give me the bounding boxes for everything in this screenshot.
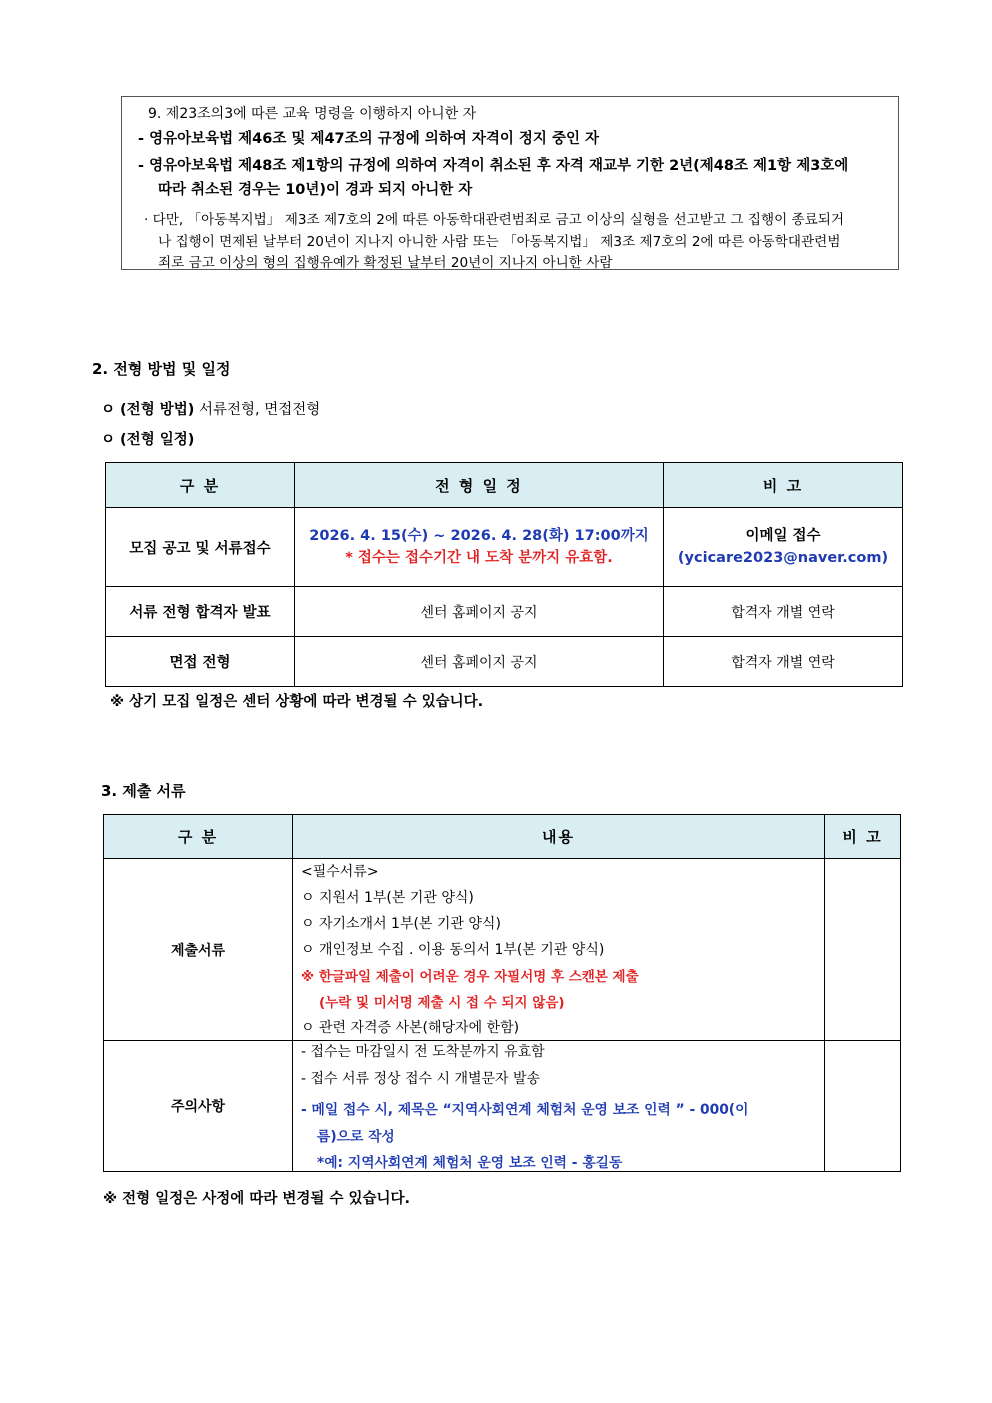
table-row <box>104 859 901 1041</box>
row-label: 서류 전형 합격자 발표 <box>106 587 295 637</box>
section3-title: 3. 제출 서류 <box>101 782 186 800</box>
table-header-row <box>106 463 903 508</box>
application-note: * 접수는 접수기간 내 도착 분까지 유효함. <box>345 550 613 566</box>
disqualification-revoked: - 영유아보육법 제48조 제1항의 규정에 의하여 자격이 취소된 후 자격 재교부 기한 2년(제48조 제1항 제3호에 <box>138 158 849 174</box>
proviso-line-3: 죄로 금고 이상의 형의 집행유예가 확정된 날부터 20년이 지나지 아니한 사람 <box>158 255 613 271</box>
application-method <box>664 508 903 587</box>
selection-method-label: ㅇ (전형 방법) <box>101 402 195 418</box>
proviso-line-2: 나 집행이 면제된 날부터 20년이 지나지 아니한 사람 또는 「아동복지법」 제3조 제7호의 2에 따른 아동학대관련범 <box>158 234 841 250</box>
email-label: 이메일 접수 <box>745 528 821 544</box>
header-remarks: 비 고 <box>664 463 903 508</box>
selection-schedule-label: ㅇ (전형 일정) <box>101 432 195 448</box>
table-row <box>104 1041 901 1172</box>
schedule-table <box>105 462 903 687</box>
selection-method-value: 서류전형, 면접전형 <box>199 402 321 418</box>
selection-method <box>101 398 320 419</box>
disqualification-item-9: 9. 제23조의3에 따른 교육 명령을 이행하지 아니한 자 <box>148 106 477 122</box>
row-schedule: 센터 홈페이지 공지 <box>295 587 664 637</box>
list-item: (누락 및 미서명 제출 시 접 수 되지 않음) <box>319 995 565 1011</box>
schedule-note: ※ 상기 모집 일정은 센터 상황에 따라 변경될 수 있습니다. <box>110 694 484 710</box>
header-content: 내용 <box>293 815 825 859</box>
row-label: 제출서류 <box>104 859 293 1041</box>
list-item: ※ 한글파일 제출이 어려운 경우 자필서명 후 스캔본 제출 <box>301 969 639 985</box>
proviso-line-1: · 다만, 「아동복지법」 제3조 제7호의 2에 따른 아동학대관련범죄로 금고 이상의 실형을 선고받고 그 집행이 종료되거 <box>144 212 845 228</box>
row-label: 면접 전형 <box>106 637 295 687</box>
table-row <box>106 508 903 587</box>
header-schedule: 전 형 일 정 <box>295 463 664 508</box>
list-item: ㅇ 자기소개서 1부(본 기관 양식) <box>301 916 501 932</box>
required-documents <box>293 859 825 1041</box>
application-period <box>295 508 664 587</box>
documents-table <box>103 814 901 1172</box>
precautions <box>293 1041 825 1172</box>
row-remarks: 합격자 개별 연락 <box>664 637 903 687</box>
disqualification-suspended: - 영유아보육법 제46조 및 제47조의 규정에 의하여 자격이 정지 중인 자 <box>138 131 600 147</box>
row-label: 주의사항 <box>104 1041 293 1172</box>
eligibility-box <box>121 96 899 270</box>
table-header-row <box>104 815 901 859</box>
row-remarks <box>825 859 901 1041</box>
table-row <box>106 637 903 687</box>
row-schedule: 센터 홈페이지 공지 <box>295 637 664 687</box>
list-item: ㅇ 개인정보 수집 . 이용 동의서 1부(본 기관 양식) <box>301 942 605 958</box>
header-category: 구 분 <box>104 815 293 859</box>
list-item: - 메일 접수 시, 제목은 “지역사회연계 체험처 운영 보조 인력 ” - 000(이 <box>301 1102 749 1118</box>
row-remarks <box>825 1041 901 1172</box>
row-remarks: 합격자 개별 연락 <box>664 587 903 637</box>
email-address: (ycicare2023@naver.com) <box>677 550 889 566</box>
list-item: ㅇ 지원서 1부(본 기관 양식) <box>301 890 474 906</box>
header-remarks: 비 고 <box>825 815 901 859</box>
header-category: 구 분 <box>106 463 295 508</box>
row-label: 모집 공고 및 서류접수 <box>106 508 295 587</box>
section2-title: 2. 전형 방법 및 일정 <box>92 360 231 378</box>
list-item: - 접수 서류 정상 접수 시 개별문자 발송 <box>301 1071 541 1087</box>
documents-note: ※ 전형 일정은 사정에 따라 변경될 수 있습니다. <box>103 1191 411 1207</box>
list-item: ㅇ 관련 자격증 사본(해당자에 한함) <box>301 1020 520 1036</box>
list-item: <필수서류> <box>301 864 379 880</box>
disqualification-revoked-cont: 따라 취소된 경우는 10년)이 경과 되지 아니한 자 <box>158 182 473 198</box>
table-row <box>106 587 903 637</box>
list-item: *예: 지역사회연계 체험처 운영 보조 인력 - 홍길동 <box>317 1155 623 1171</box>
list-item: 름)으로 작성 <box>317 1129 395 1145</box>
application-dates: 2026. 4. 15(수) ~ 2026. 4. 28(화) 17:00까지 <box>309 528 649 544</box>
list-item: - 접수는 마감일시 전 도착분까지 유효함 <box>301 1044 545 1060</box>
